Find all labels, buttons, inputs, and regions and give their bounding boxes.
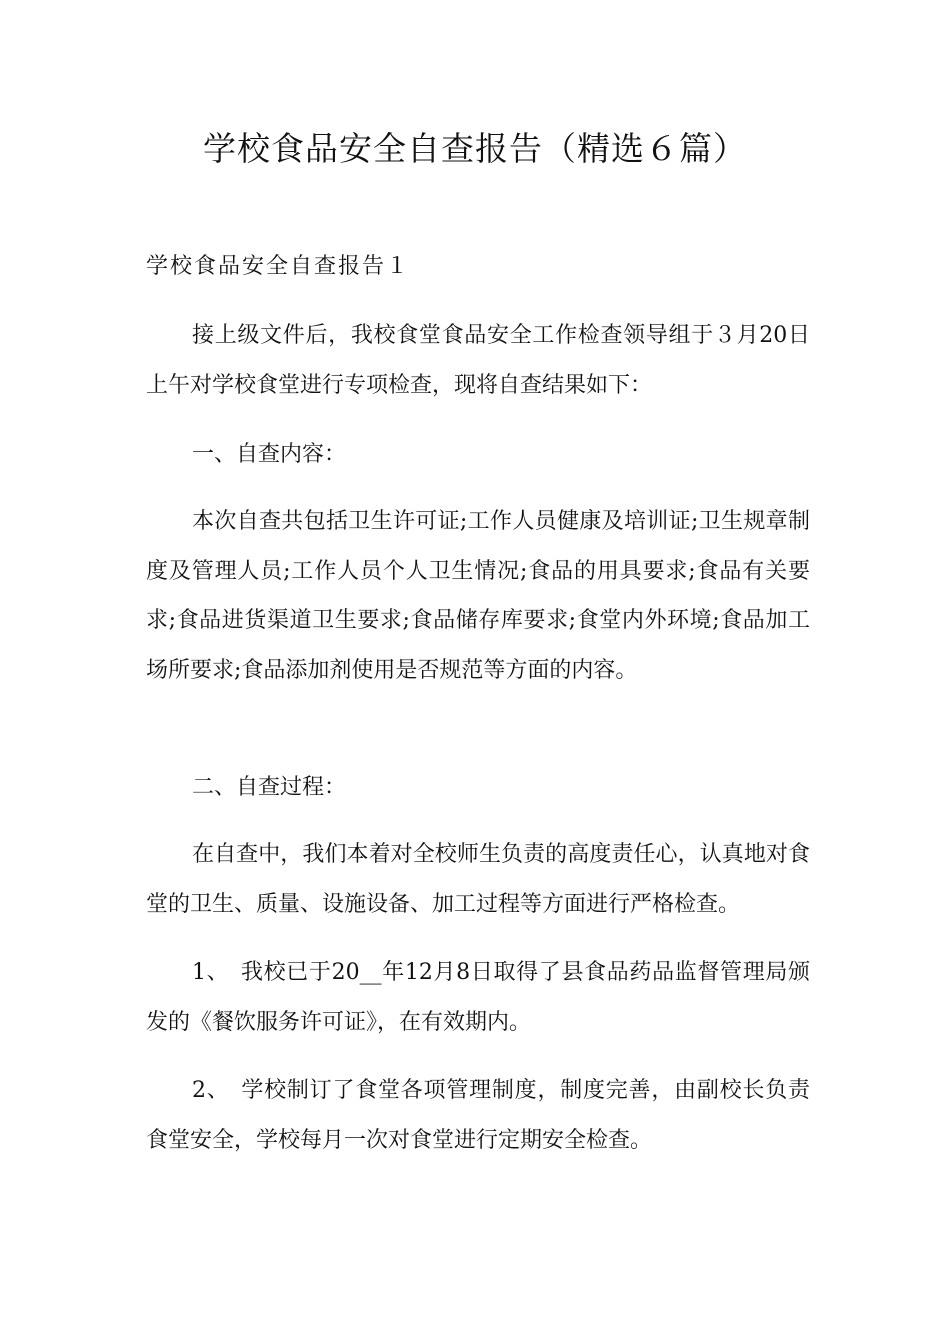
paragraph-heading-content: 一、自查内容： (192, 442, 347, 467)
paragraph-check-content: 本次自查共包括卫生许可证;工作人员健康及培训证;卫生规章制度及管理人员;工作人员个人卫生情况;食品的用具要求;食品有关要求;食品进货渠道卫生要求;食品储存库要求;食堂内外环境;食品加工场所要求;食品添加剂使用是否规范等方面的内容。 (146, 509, 810, 683)
paragraph-intro: 接上级文件后，我校食堂食品安全工作检查领导组于３月20日上午对学校食堂进行专项检查，现将自查结果如下： (146, 323, 810, 398)
paragraph-item-1: 1、 我校已于20__年12月8日取得了县食品药品监督管理局颁发的《餐饮服务许可证》，在有效期内。 (146, 960, 810, 1035)
paragraph-heading-process: 二、自查过程： (192, 775, 347, 800)
document-title: 学校食品安全自查报告（精选６篇） (203, 129, 747, 168)
section-heading: 学校食品安全自查报告１ (146, 254, 411, 279)
paragraph-process: 在自查中，我们本着对全校师生负责的高度责任心，认真地对食堂的卫生、质量、设施设备、加工过程等方面进行严格检查。 (146, 842, 810, 917)
paragraph-item-2: 2、 学校制订了食堂各项管理制度，制度完善，由副校长负责食堂安全，学校每月一次对食堂进行定期安全检查。 (146, 1078, 810, 1153)
